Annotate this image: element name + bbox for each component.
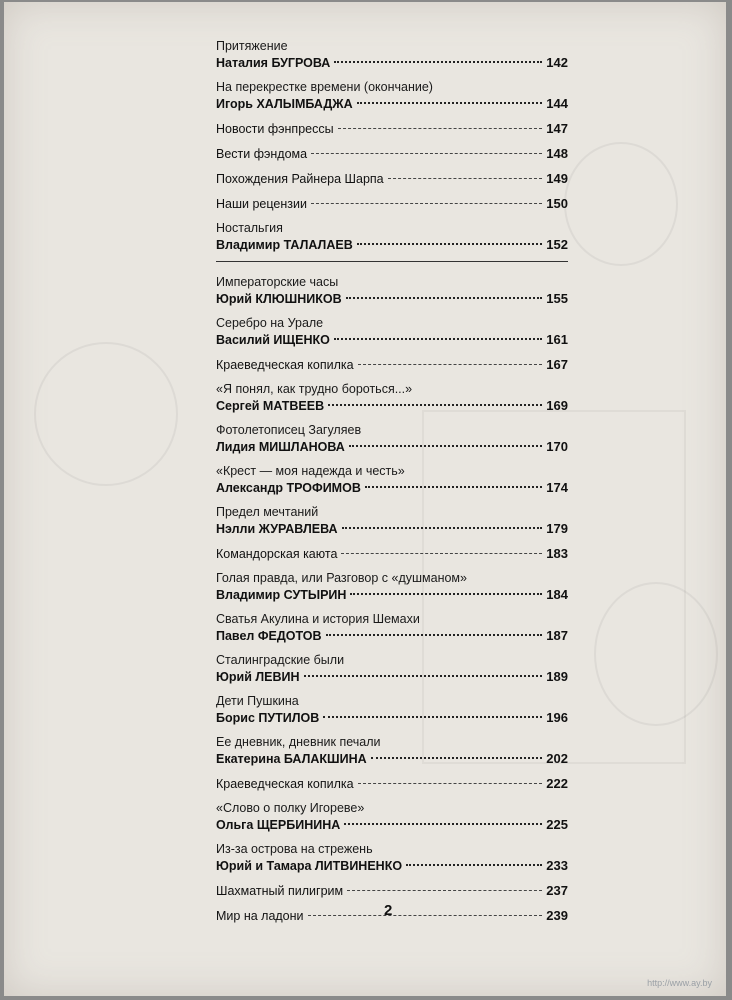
toc-entry-page: 233 xyxy=(546,858,568,873)
toc-entry-page: 184 xyxy=(546,587,568,602)
toc-entry-page: 167 xyxy=(546,357,568,372)
page-number: 2 xyxy=(384,902,393,919)
toc-entry-row xyxy=(216,586,568,604)
toc-entry-page: 150 xyxy=(546,196,568,211)
toc-entry-page: 174 xyxy=(546,480,568,495)
toc-entry-title: Ее дневник, дневник печали xyxy=(216,735,381,749)
toc-entry-page: 152 xyxy=(546,237,568,252)
toc-entry-row xyxy=(216,236,568,254)
toc-entry xyxy=(216,422,568,456)
toc-entry-section: Вести фэндома xyxy=(216,147,308,161)
toc-entry-title: Серебро на Урале xyxy=(216,316,324,330)
toc-entry xyxy=(216,545,568,563)
toc-entry-page: 179 xyxy=(546,521,568,536)
dot-leader xyxy=(334,60,542,63)
toc-entry xyxy=(216,775,568,793)
toc-entry-author: Юрий ЛЕВИН xyxy=(216,670,300,684)
dot-leader xyxy=(342,526,543,529)
toc-entry-page: 161 xyxy=(546,332,568,347)
toc-entry xyxy=(216,570,568,604)
toc-entry xyxy=(216,356,568,374)
toc-entry-title: Из-за острова на стрежень xyxy=(216,842,373,856)
toc-entry-author: Ольга ЩЕРБИНИНА xyxy=(216,818,341,832)
toc-entry-row xyxy=(216,520,568,538)
toc-entry-row xyxy=(216,775,568,793)
toc-entry-section: Шахматный пилигрим xyxy=(216,884,344,898)
table-of-contents xyxy=(216,38,568,932)
toc-entry-page: 155 xyxy=(546,291,568,306)
toc-entry xyxy=(216,274,568,308)
toc-entry-title: На перекрестке времени (окончание) xyxy=(216,80,433,94)
dot-leader xyxy=(358,363,543,365)
toc-entry-page: 149 xyxy=(546,171,568,186)
show-through-circle xyxy=(564,142,678,266)
toc-entry-author: Нэлли ЖУРАВЛЕВА xyxy=(216,522,338,536)
toc-entry-title: Сватья Акулина и история Шемахи xyxy=(216,612,420,626)
toc-entry-row xyxy=(216,331,568,349)
toc-entry-page: 170 xyxy=(546,439,568,454)
toc-entry-page: 196 xyxy=(546,710,568,725)
toc-entry-section: Мир на ладони xyxy=(216,909,304,923)
toc-entry-row xyxy=(216,195,568,213)
toc-entry-row xyxy=(216,120,568,138)
toc-entry xyxy=(216,79,568,113)
toc-entry xyxy=(216,800,568,834)
toc-entry-page: 187 xyxy=(546,628,568,643)
toc-entry-page: 142 xyxy=(546,55,568,70)
toc-entry-row xyxy=(216,627,568,645)
toc-entry-author: Игорь ХАЛЫМБАДЖА xyxy=(216,97,353,111)
toc-entry xyxy=(216,652,568,686)
dot-leader xyxy=(311,202,542,204)
toc-entry-title: «Слово о полку Игореве» xyxy=(216,801,365,815)
toc-entry-author: Павел ФЕДОТОВ xyxy=(216,629,322,643)
toc-entry xyxy=(216,220,568,254)
dot-leader xyxy=(350,592,542,595)
dot-leader xyxy=(338,127,543,129)
toc-entry-author: Екатерина БАЛАКШИНА xyxy=(216,752,367,766)
dot-leader xyxy=(344,822,542,825)
toc-entry-author: Александр ТРОФИМОВ xyxy=(216,481,361,495)
dot-leader xyxy=(349,444,543,447)
toc-entry-section: Новости фэнпрессы xyxy=(216,122,334,136)
show-through-circle xyxy=(34,342,178,486)
toc-entry-author: Василий ИЩЕНКО xyxy=(216,333,330,347)
dot-leader xyxy=(347,889,542,891)
toc-entry-page: 222 xyxy=(546,776,568,791)
dot-leader xyxy=(334,337,542,340)
dot-leader xyxy=(371,756,543,759)
toc-entry-author: Юрий КЛЮШНИКОВ xyxy=(216,292,342,306)
toc-entry-row xyxy=(216,438,568,456)
toc-entry-page: 239 xyxy=(546,908,568,923)
toc-entry-row xyxy=(216,857,568,875)
dot-leader xyxy=(308,914,543,916)
toc-entry xyxy=(216,504,568,538)
toc-entry-row xyxy=(216,668,568,686)
toc-entry-row xyxy=(216,545,568,563)
toc-entry-section: Краеведческая копилка xyxy=(216,777,354,791)
toc-group-2 xyxy=(216,274,568,925)
toc-entry xyxy=(216,882,568,900)
toc-entry-row xyxy=(216,816,568,834)
toc-entry xyxy=(216,381,568,415)
toc-entry-title: Сталинградские были xyxy=(216,653,345,667)
toc-entry xyxy=(216,170,568,188)
toc-entry-row xyxy=(216,356,568,374)
toc-entry-page: 148 xyxy=(546,146,568,161)
toc-entry-page: 183 xyxy=(546,546,568,561)
toc-entry-page: 237 xyxy=(546,883,568,898)
toc-entry-page: 147 xyxy=(546,121,568,136)
toc-entry-section: Краеведческая копилка xyxy=(216,358,354,372)
dot-leader xyxy=(388,177,543,179)
toc-entry-page: 189 xyxy=(546,669,568,684)
dot-leader xyxy=(326,633,543,636)
toc-entry-section: Наши рецензии xyxy=(216,197,307,211)
toc-entry-row xyxy=(216,95,568,113)
toc-entry xyxy=(216,38,568,72)
dot-leader xyxy=(358,782,543,784)
watermark: http://www.ay.by xyxy=(647,978,712,988)
dot-leader xyxy=(328,403,542,406)
toc-entry-row xyxy=(216,882,568,900)
toc-entry-page: 225 xyxy=(546,817,568,832)
toc-entry-page: 202 xyxy=(546,751,568,766)
toc-entry-title: Фотолетописец Загуляев xyxy=(216,423,362,437)
dot-leader xyxy=(365,485,542,488)
toc-entry-author: Лидия МИШЛАНОВА xyxy=(216,440,345,454)
dot-leader xyxy=(323,715,542,718)
toc-entry xyxy=(216,463,568,497)
toc-entry-row xyxy=(216,290,568,308)
toc-entry-author: Сергей МАТВЕЕВ xyxy=(216,399,325,413)
toc-group-1 xyxy=(216,38,568,254)
toc-entry xyxy=(216,120,568,138)
toc-entry-author: Владимир СУТЫРИН xyxy=(216,588,347,602)
dot-leader xyxy=(406,863,542,866)
dot-leader xyxy=(304,674,543,677)
toc-entry-author: Владимир ТАЛАЛАЕВ xyxy=(216,238,353,252)
dot-leader xyxy=(346,296,543,299)
toc-entry-title: Императорские часы xyxy=(216,275,339,289)
section-divider xyxy=(216,261,568,262)
dot-leader xyxy=(357,101,543,104)
toc-entry xyxy=(216,611,568,645)
toc-entry-title: Притяжение xyxy=(216,39,288,53)
toc-entry xyxy=(216,734,568,768)
toc-entry-section: Похождения Райнера Шарпа xyxy=(216,172,384,186)
toc-entry xyxy=(216,315,568,349)
dot-leader xyxy=(341,552,542,554)
toc-entry-author: Борис ПУТИЛОВ xyxy=(216,711,320,725)
toc-entry-row xyxy=(216,479,568,497)
toc-entry-row xyxy=(216,750,568,768)
toc-entry-title: Голая правда, или Разговор с «душманом» xyxy=(216,571,467,585)
toc-entry-title: Ностальгия xyxy=(216,221,283,235)
toc-entry-row xyxy=(216,170,568,188)
dot-leader xyxy=(311,152,542,154)
toc-entry xyxy=(216,145,568,163)
document-page xyxy=(4,2,726,996)
toc-entry-title: Дети Пушкина xyxy=(216,694,299,708)
toc-entry-title: «Я понял, как трудно бороться...» xyxy=(216,382,413,396)
toc-entry-title: «Крест — моя надежда и честь» xyxy=(216,464,405,478)
toc-entry-row xyxy=(216,397,568,415)
toc-entry-page: 169 xyxy=(546,398,568,413)
toc-entry xyxy=(216,693,568,727)
toc-entry-section: Командорская каюта xyxy=(216,547,338,561)
toc-entry-title: Предел мечтаний xyxy=(216,505,319,519)
toc-entry-row xyxy=(216,145,568,163)
toc-entry xyxy=(216,841,568,875)
dot-leader xyxy=(357,242,543,245)
toc-entry xyxy=(216,195,568,213)
toc-entry-page: 144 xyxy=(546,96,568,111)
toc-entry-author: Юрий и Тамара ЛИТВИНЕНКО xyxy=(216,859,403,873)
toc-entry-row xyxy=(216,709,568,727)
toc-entry-author: Наталия БУГРОВА xyxy=(216,56,331,70)
toc-entry-row xyxy=(216,54,568,72)
